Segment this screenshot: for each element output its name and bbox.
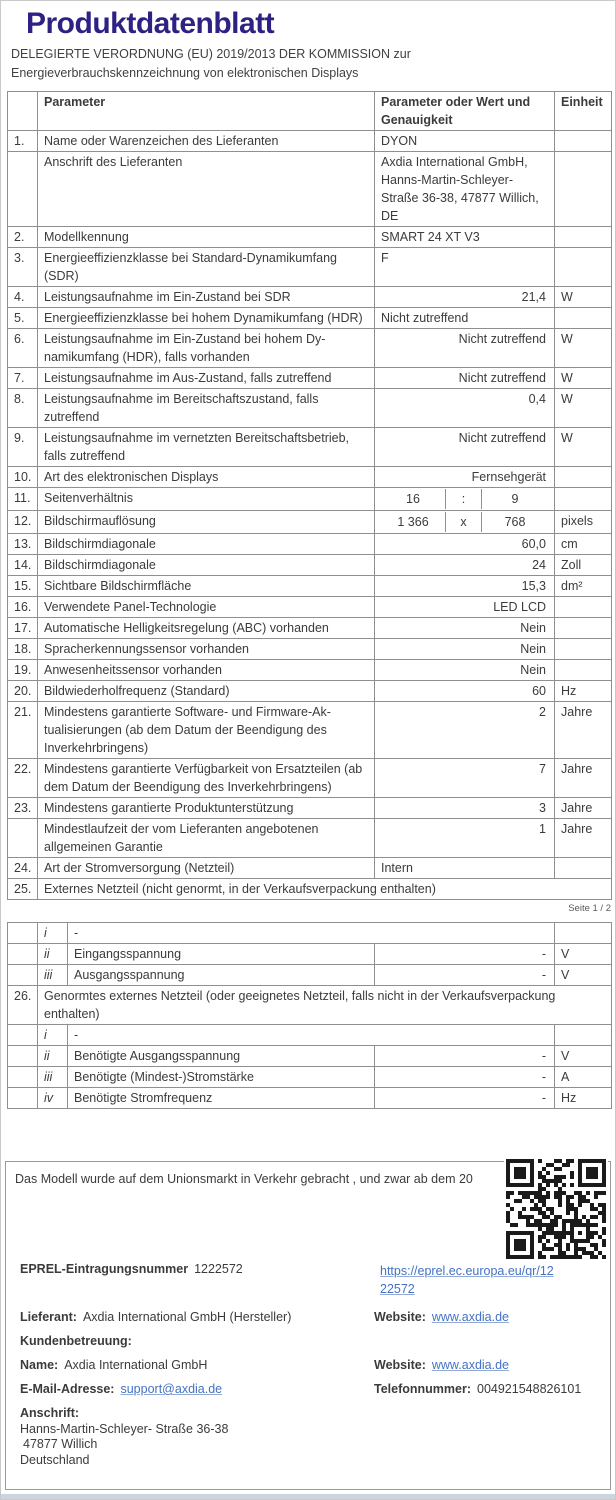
row-value: - [375, 1046, 555, 1067]
row-value: Fernsehgerät [375, 467, 555, 488]
row-parameter: Externes Netzteil (nicht genormt, in der Verkaufsverpackung enthalten) [38, 879, 612, 900]
row-value: 2 [375, 702, 555, 759]
row-value: Nein [375, 618, 555, 639]
row-number: 2. [8, 227, 38, 248]
row-unit: Hz [555, 1088, 612, 1109]
row-value: Nicht zutreffend [375, 368, 555, 389]
row-number: 5. [8, 308, 38, 329]
value-parts [381, 512, 548, 532]
contact-name-value: Axdia International GmbH [64, 1358, 208, 1372]
value-parts [381, 489, 548, 509]
table-row [8, 308, 612, 329]
row-unit: W [555, 368, 612, 389]
page-title: Produktdatenblatt [26, 7, 275, 40]
row-number [8, 1067, 38, 1088]
header-value: Parameter oder Wert und Genauigkeit [375, 92, 555, 131]
row-number: 4. [8, 287, 38, 308]
table-row [8, 681, 612, 702]
table-row [8, 879, 612, 900]
website-link[interactable]: www.axdia.de [431, 1310, 509, 1324]
value-part: x [445, 512, 482, 532]
row-number: 6. [8, 329, 38, 368]
table-row [8, 488, 612, 511]
row-parameter: Leistungsaufnahme im vernetzten Bereitschaftsbetrieb, falls zutreffend [38, 428, 375, 467]
row-parameter: - [68, 1025, 555, 1046]
row-unit [555, 597, 612, 618]
row-unit: dm² [555, 576, 612, 597]
row-parameter: Bildschirmdiagonale [38, 555, 375, 576]
table-row [8, 248, 612, 287]
phone-label: Telefonnummer: [374, 1382, 471, 1396]
row-parameter: Bildschirmauflösung [38, 511, 375, 534]
table-row [8, 389, 612, 428]
row-value: Intern [375, 858, 555, 879]
row-parameter: Bildwiederholfrequenz (Standard) [38, 681, 375, 702]
continuation-table-body [8, 923, 612, 1109]
row-unit [555, 639, 612, 660]
table-row [8, 131, 612, 152]
email-label: E-Mail-Adresse: [20, 1382, 115, 1396]
row-unit: cm [555, 534, 612, 555]
row-number: 22. [8, 759, 38, 798]
row-number: 14. [8, 555, 38, 576]
qr-code [504, 1157, 608, 1261]
website-link-2[interactable]: www.axdia.de [431, 1358, 509, 1372]
table-row [8, 702, 612, 759]
value-part: 1 366 [397, 515, 429, 529]
row-value: F [375, 248, 555, 287]
row-unit: Jahre [555, 798, 612, 819]
supplier-label: Lieferant: [20, 1310, 77, 1324]
row-value: Nicht zutreffend [375, 428, 555, 467]
table-row [8, 428, 612, 467]
header-unit: Einheit [555, 92, 612, 131]
row-value: DYON [375, 131, 555, 152]
row-value: 24 [375, 555, 555, 576]
row-parameter: Benötigte (Mindest-)Stromstärke [68, 1067, 375, 1088]
market-statement: Das Modell wurde auf dem Unionsmarkt in Verkehr gebracht , und zwar ab dem 20 [15, 1172, 473, 1186]
eprel-label: EPREL-Eintragungsnummer [20, 1262, 189, 1276]
row-unit: V [555, 1046, 612, 1067]
table-row [8, 923, 612, 944]
header-number-cell [8, 92, 38, 131]
row-value: SMART 24 XT V3 [375, 227, 555, 248]
row-unit [555, 1025, 612, 1046]
regulation-subtitle [11, 45, 615, 83]
table-row [8, 965, 612, 986]
row-number [8, 923, 38, 944]
row-unit: V [555, 944, 612, 965]
row-parameter: Bildschirmdiagonale [38, 534, 375, 555]
row-parameter: Benötigte Ausgangsspannung [68, 1046, 375, 1067]
address-line-1: Hanns-Martin-Schleyer- Straße 36-38 [20, 1421, 229, 1436]
customer-care-label: Kundenbetreuung: [20, 1334, 132, 1348]
row-parameter: Mindestlaufzeit der vom Lieferanten angebotenen allgemeinen Garantie [38, 819, 375, 858]
row-number: 15. [8, 576, 38, 597]
continuation-table [7, 922, 612, 1109]
row-number [8, 152, 38, 227]
table-row [8, 576, 612, 597]
row-unit [555, 131, 612, 152]
roman-numeral: ii [38, 944, 68, 965]
table-row [8, 660, 612, 681]
row-parameter: Benötigte Stromfrequenz [68, 1088, 375, 1109]
row-value: 7 [375, 759, 555, 798]
row-unit [555, 923, 612, 944]
row-number: 21. [8, 702, 38, 759]
row-unit [555, 488, 612, 511]
address-block [20, 1406, 596, 1468]
eprel-link-cell [374, 1262, 596, 1298]
contact-name-label: Name: [20, 1358, 59, 1372]
table-row [8, 511, 612, 534]
row-value: 15,3 [375, 576, 555, 597]
row-parameter: Spracherkennungssensor vorhanden [38, 639, 375, 660]
row-number [8, 944, 38, 965]
address-label: Anschrift: [20, 1406, 80, 1420]
page-bottom-edge [1, 1494, 615, 1499]
table-header-row [8, 92, 612, 131]
row-number [8, 1025, 38, 1046]
row-value: Axdia International GmbH, Hanns-Martin-Schleyer-Straße 36-38, 47877 Willich, DE [375, 152, 555, 227]
table-row [8, 467, 612, 488]
page-indicator: Seite 1 / 2 [568, 903, 611, 914]
eprel-link-line1: https://eprel.ec.europa.eu/qr/12 [380, 1264, 554, 1278]
table-row [8, 986, 612, 1025]
table-row [8, 798, 612, 819]
row-number [8, 1046, 38, 1067]
regulation-subtitle-line2: Energieverbrauchskennzeichnung von elektronischen Displays [11, 66, 359, 80]
row-unit: pixels [555, 511, 612, 534]
row-value: Nicht zutreffend [375, 329, 555, 368]
row-unit [555, 227, 612, 248]
row-parameter: Anwesenheitssensor vorhanden [38, 660, 375, 681]
row-parameter: Mindestens garantierte Software- und Firmware-Aktualisierungen (ab dem Datum der Beendigung des Inverkehrbringens) [38, 702, 375, 759]
row-value: Nein [375, 639, 555, 660]
row-unit: Hz [555, 681, 612, 702]
row-number: 3. [8, 248, 38, 287]
website-label: Website: [374, 1310, 426, 1324]
table-row [8, 759, 612, 798]
row-number: 8. [8, 389, 38, 428]
row-parameter: Energieeffizienzklasse bei Standard-Dynamikumfang (SDR) [38, 248, 375, 287]
table-row [8, 555, 612, 576]
eprel-row [20, 1262, 374, 1276]
row-parameter: Modellkennung [38, 227, 375, 248]
row-unit: A [555, 1067, 612, 1088]
row-value: 0,4 [375, 389, 555, 428]
roman-numeral: iv [38, 1088, 68, 1109]
eprel-link-line2: 22572 [380, 1282, 415, 1296]
address-line-2: 47877 Willich [23, 1437, 98, 1451]
eprel-number: 1222572 [194, 1262, 243, 1276]
table-row [8, 819, 612, 858]
row-unit [555, 858, 612, 879]
row-unit [555, 152, 612, 227]
value-part: 16 [406, 492, 420, 506]
row-parameter: - [68, 923, 555, 944]
row-value: 21,4 [375, 287, 555, 308]
row-parameter: Genormtes externes Netzteil (oder geeignetes Netzteil, falls nicht in der Verkaufsverpackung enthalten) [38, 986, 612, 1025]
row-unit: W [555, 389, 612, 428]
table-row [8, 1025, 612, 1046]
row-parameter: Anschrift des Lieferanten [38, 152, 375, 227]
row-number: 9. [8, 428, 38, 467]
regulation-subtitle-line1: DELEGIERTE VERORDNUNG (EU) 2019/2013 DER KOMMISSION zur [11, 47, 411, 61]
row-unit [555, 660, 612, 681]
table-row [8, 287, 612, 308]
value-part: : [445, 489, 482, 509]
row-number: 23. [8, 798, 38, 819]
row-parameter: Mindestens garantierte Verfügbarkeit von Ersatzteilen (ab dem Datum der Beendigung des Inverkehrbringens) [38, 759, 375, 798]
row-number [8, 819, 38, 858]
table-row [8, 1088, 612, 1109]
table-row [8, 597, 612, 618]
row-unit: Jahre [555, 702, 612, 759]
row-value: Nein [375, 660, 555, 681]
table-row [8, 944, 612, 965]
table-row [8, 618, 612, 639]
footer-box [5, 1161, 611, 1490]
row-unit: W [555, 329, 612, 368]
row-number: 10. [8, 467, 38, 488]
row-unit: Jahre [555, 759, 612, 798]
row-number: 16. [8, 597, 38, 618]
row-parameter: Eingangsspannung [68, 944, 375, 965]
eprel-link[interactable] [380, 1262, 596, 1298]
row-unit [555, 618, 612, 639]
spec-table-body [8, 131, 612, 900]
row-parameter: Automatische Helligkeitsregelung (ABC) vorhanden [38, 618, 375, 639]
row-number: 1. [8, 131, 38, 152]
row-parameter: Art des elektronischen Displays [38, 467, 375, 488]
row-number: 20. [8, 681, 38, 702]
row-value: 60 [375, 681, 555, 702]
roman-numeral: iii [38, 965, 68, 986]
supplier-value: Axdia International GmbH (Hersteller) [82, 1310, 292, 1324]
row-value: LED LCD [375, 597, 555, 618]
row-value: 60,0 [375, 534, 555, 555]
spec-table [7, 91, 612, 900]
row-parameter: Leistungsaufnahme im Ein-Zustand bei hohem Dynamikumfang (HDR), falls vorhanden [38, 329, 375, 368]
row-number: 13. [8, 534, 38, 555]
row-number: 12. [8, 511, 38, 534]
table-row [8, 639, 612, 660]
table-row [8, 1046, 612, 1067]
row-parameter: Verwendete Panel-Technologie [38, 597, 375, 618]
row-parameter: Ausgangsspannung [68, 965, 375, 986]
roman-numeral: i [38, 923, 68, 944]
table-row [8, 329, 612, 368]
roman-numeral: i [38, 1025, 68, 1046]
row-value: - [375, 1067, 555, 1088]
table-row [8, 534, 612, 555]
address-line-3: Deutschland [20, 1452, 90, 1467]
row-unit [555, 308, 612, 329]
row-value: 3 [375, 798, 555, 819]
row-unit: Jahre [555, 819, 612, 858]
row-unit [555, 467, 612, 488]
row-number [8, 965, 38, 986]
row-unit: W [555, 287, 612, 308]
email-link[interactable]: support@axdia.de [120, 1382, 223, 1396]
row-parameter: Leistungsaufnahme im Ein-Zustand bei SDR [38, 287, 375, 308]
row-parameter: Art der Stromversorgung (Netzteil) [38, 858, 375, 879]
row-value [375, 488, 555, 511]
value-part: 9 [511, 492, 519, 506]
row-number: 7. [8, 368, 38, 389]
row-number [8, 1088, 38, 1109]
row-parameter: Leistungsaufnahme im Aus-Zustand, falls zutreffend [38, 368, 375, 389]
row-parameter: Seitenverhältnis [38, 488, 375, 511]
row-number: 26. [8, 986, 38, 1025]
row-value: - [375, 965, 555, 986]
row-parameter: Mindestens garantierte Produktunterstützung [38, 798, 375, 819]
row-parameter: Sichtbare Bildschirmfläche [38, 576, 375, 597]
row-number: 11. [8, 488, 38, 511]
row-parameter: Energieeffizienzklasse bei hohem Dynamikumfang (HDR) [38, 308, 375, 329]
phone-value: 004921548826101 [477, 1382, 582, 1396]
header-parameter: Parameter [38, 92, 375, 131]
row-value: Nicht zutreffend [375, 308, 555, 329]
table-row [8, 858, 612, 879]
website-label-2: Website: [374, 1358, 426, 1372]
row-number: 25. [8, 879, 38, 900]
row-number: 17. [8, 618, 38, 639]
row-unit: Zoll [555, 555, 612, 576]
table-row [8, 152, 612, 227]
table-row [8, 368, 612, 389]
row-unit: W [555, 428, 612, 467]
row-value: 1 [375, 819, 555, 858]
row-parameter: Name oder Warenzeichen des Lieferanten [38, 131, 375, 152]
table-row [8, 227, 612, 248]
row-value: - [375, 1088, 555, 1109]
table-row [8, 1067, 612, 1088]
row-value: - [375, 944, 555, 965]
row-value [375, 511, 555, 534]
row-number: 19. [8, 660, 38, 681]
row-parameter: Leistungsaufnahme im Bereitschaftszustand, falls zutreffend [38, 389, 375, 428]
contact-section [6, 1262, 610, 1468]
row-unit: V [555, 965, 612, 986]
value-part: 768 [504, 515, 526, 529]
row-number: 18. [8, 639, 38, 660]
row-number: 24. [8, 858, 38, 879]
row-unit [555, 248, 612, 287]
roman-numeral: iii [38, 1067, 68, 1088]
roman-numeral: ii [38, 1046, 68, 1067]
